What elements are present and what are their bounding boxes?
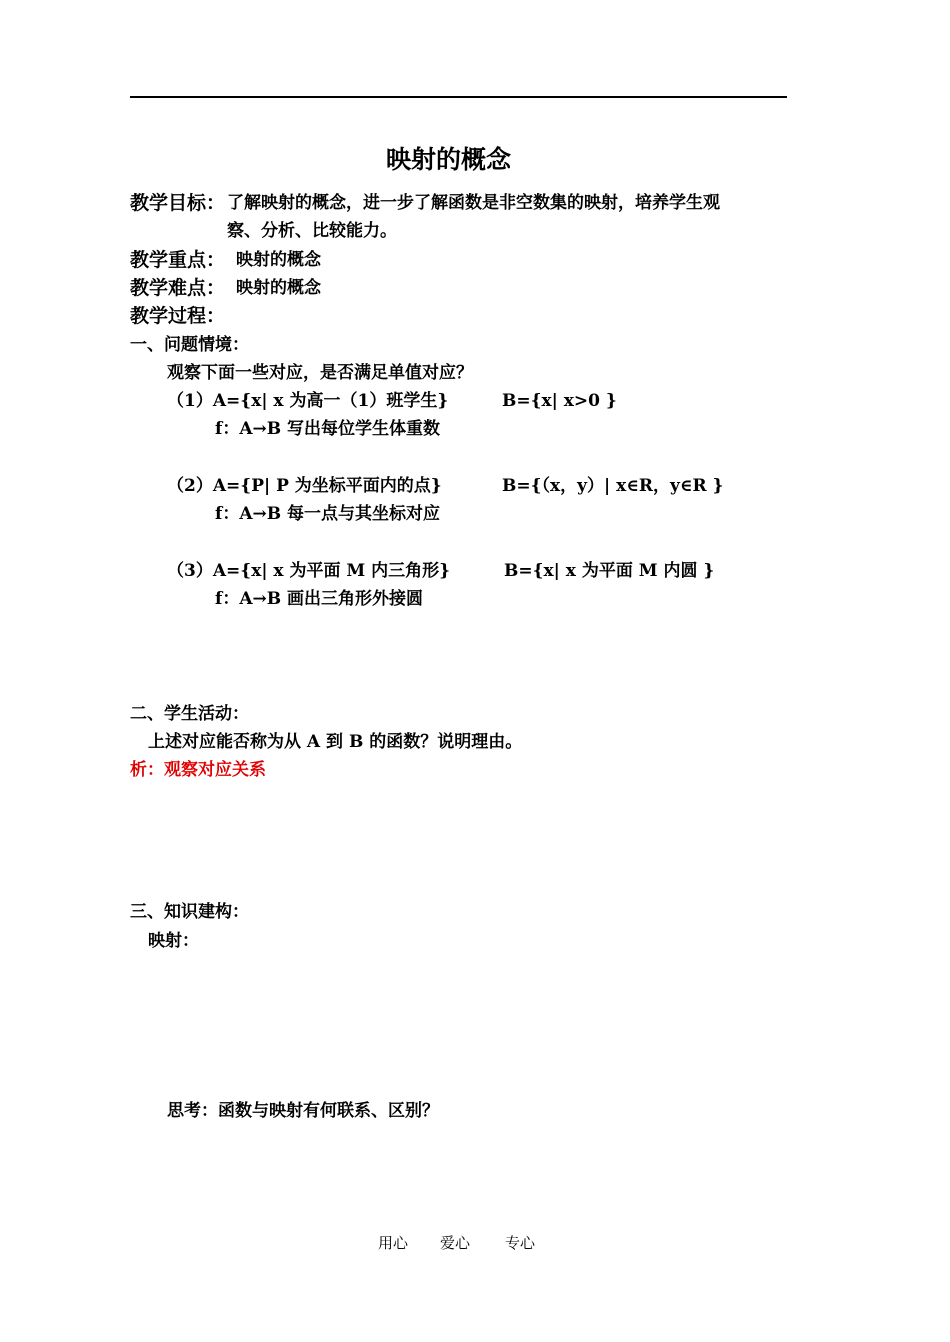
item-1-map: f：A→B 写出每位学生体重数 bbox=[215, 419, 441, 439]
section-1-intro: 观察下面一些对应，是否满足单值对应？ bbox=[167, 363, 473, 383]
item-2-map: f：A→B 每一点与其坐标对应 bbox=[215, 504, 441, 524]
item-3-set-a: （3）A={x| x 为平面 M 内三角形} bbox=[167, 561, 451, 581]
mapping-label: 映射： bbox=[148, 931, 199, 951]
section-2-question: 上述对应能否称为从 A 到 B 的函数？说明理由。 bbox=[148, 732, 523, 752]
key-point-label: 教学重点： bbox=[130, 249, 226, 271]
section-2-heading: 二、学生活动： bbox=[130, 704, 249, 724]
section-2-analysis: 析：观察对应关系 bbox=[130, 760, 266, 780]
page-title: 映射的概念 bbox=[386, 145, 512, 174]
item-3-map: f：A→B 画出三角形外接圆 bbox=[215, 589, 424, 609]
objective-label: 教学目标： bbox=[130, 192, 226, 214]
footer-word-3: 专心 bbox=[505, 1234, 536, 1252]
section-1-heading: 一、问题情境： bbox=[130, 335, 249, 355]
think-question: 思考：函数与映射有何联系、区别？ bbox=[167, 1101, 439, 1121]
item-2-set-a: （2）A={P| P 为坐标平面内的点} bbox=[167, 476, 442, 496]
footer-word-2: 爱心 bbox=[440, 1234, 471, 1252]
key-point-text: 映射的概念 bbox=[236, 250, 321, 270]
header-rule bbox=[130, 96, 787, 98]
footer-word-1: 用心 bbox=[378, 1234, 409, 1252]
item-1-set-a: （1）A={x| x 为高一（1）班学生} bbox=[167, 391, 449, 411]
item-2-set-b: B={（x，y）| x∈R，y∈R } bbox=[502, 476, 724, 496]
item-1-set-b: B={x| x>0 } bbox=[502, 391, 617, 411]
section-3-heading: 三、知识建构： bbox=[130, 902, 249, 922]
difficulty-text: 映射的概念 bbox=[236, 278, 321, 298]
process-label: 教学过程： bbox=[130, 305, 226, 327]
objective-line-2: 察、分析、比较能力。 bbox=[227, 221, 397, 241]
difficulty-label: 教学难点： bbox=[130, 277, 226, 299]
item-3-set-b: B={x| x 为平面 M 内圆 } bbox=[504, 561, 715, 581]
objective-line-1: 了解映射的概念，进一步了解函数是非空数集的映射，培养学生观 bbox=[227, 193, 720, 213]
